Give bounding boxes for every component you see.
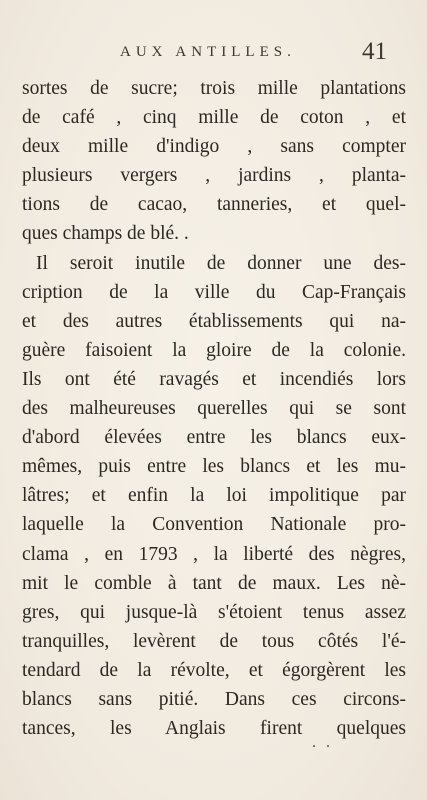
text-line: mêmes, puis entre les blancs et les mu- <box>22 456 406 478</box>
text-line: guère faisoient la gloire de la colonie. <box>22 339 406 361</box>
text-line: tendard de la révolte, et égorgèrent les <box>22 659 406 681</box>
text-line: lâtres; et enfin la loi impolitique par <box>22 485 406 507</box>
body-text <box>22 74 406 743</box>
signature-mark: . . <box>312 734 333 751</box>
text-line: deux mille d'indigo , sans compter <box>22 136 406 158</box>
text-line: tions de cacao, tanneries, et quel- <box>22 194 406 216</box>
text-line: clama , en 1793 , la liberté des nègres, <box>22 543 406 565</box>
paragraph-first-line: Il seroit inutile de donner une des- <box>36 252 406 274</box>
page-number: 41 <box>362 38 387 65</box>
text-line: blancs sans pitié. Dans ces circons- <box>22 688 406 710</box>
text-line: plusieurs vergers , jardins , planta- <box>22 165 406 187</box>
text-line: sortes de sucre; trois mille plantations <box>22 78 406 99</box>
text-line: gres, qui jusque-là s'étoient tenus assez <box>22 601 406 623</box>
running-head: AUX ANTILLES. <box>120 44 296 60</box>
page-footer <box>0 734 427 754</box>
text-line: d'abord élevées entre les blancs eux- <box>22 427 406 449</box>
text-line: Ils ont été ravagés et incendiés lors <box>22 368 406 390</box>
text-line: des malheureuses querelles qui se sont <box>22 398 406 420</box>
text-line: tranquilles, levèrent de tous côtés l'é- <box>22 630 406 652</box>
text-line: cription de la ville du Cap-Français <box>22 281 406 303</box>
text-line: et des autres établissements qui na- <box>22 310 406 332</box>
text-line: mit le comble à tant de maux. Les nè- <box>22 572 406 594</box>
page-header <box>0 38 427 68</box>
text-line: de café , cinq mille de coton , et <box>22 107 406 129</box>
text-line: ques champs de blé. . <box>22 223 189 245</box>
text-line: tances, les Anglais firent quelques <box>22 718 406 740</box>
text-line: laquelle la Convention Nationale pro- <box>22 514 406 536</box>
